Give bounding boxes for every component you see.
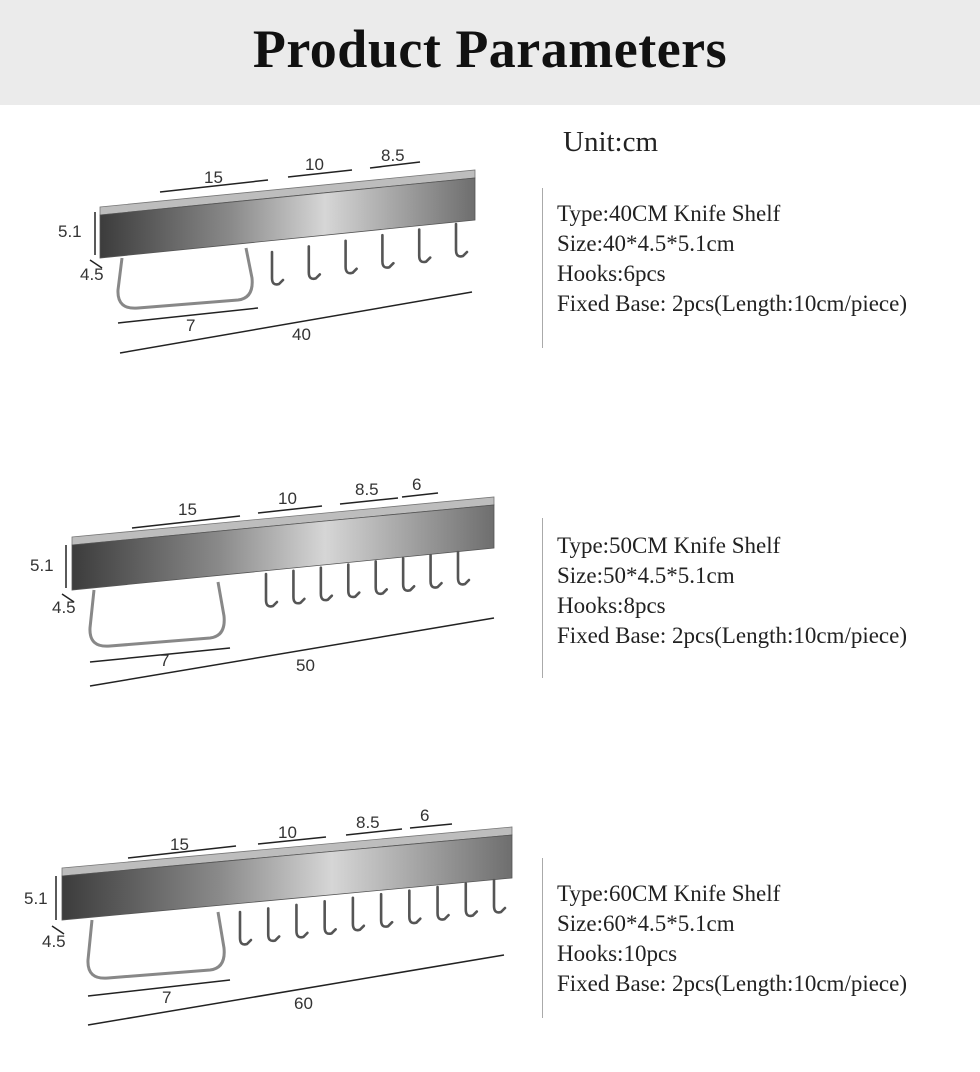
hook [353,898,364,930]
hook [494,880,505,912]
spec-type: Type:60CM Knife Shelf [557,881,781,906]
hook [381,894,392,926]
spec-size: Size:50*4.5*5.1cm [557,563,735,588]
hook [382,235,393,267]
dim-depth: 4.5 [80,265,104,284]
hook [268,908,279,940]
shelf-diagram-60 [0,800,540,1040]
hook [458,552,469,584]
dim-height: 5.1 [58,222,82,241]
spec-hooks: Hooks:10pcs [557,941,678,966]
spec-type: Type:40CM Knife Shelf [557,201,781,226]
dim-length: 60 [294,994,313,1013]
hook [419,230,430,262]
dim-length: 40 [292,325,311,344]
spec-block-50 [542,518,907,678]
dim-bar: 7 [186,316,196,335]
towel-bar [118,248,252,308]
header-band [0,0,980,105]
hook [272,252,283,284]
spec-base: Fixed Base: 2pcs(Length:10cm/piece) [557,291,908,316]
spec-size: Size:40*4.5*5.1cm [557,231,735,256]
dim-length: 50 [296,656,315,675]
hook [348,565,359,597]
spec-base: Fixed Base: 2pcs(Length:10cm/piece) [557,623,908,648]
hook [309,246,320,278]
hook [376,561,387,593]
spec-size: Size:60*4.5*5.1cm [557,911,735,936]
hook [240,912,251,944]
hook [409,891,420,923]
dim-slot1: 15 [178,500,197,519]
hook [438,887,449,919]
hook [346,241,357,273]
hook [325,901,336,933]
dim-bar: 7 [160,651,170,670]
hook [293,571,304,603]
dim-slot1: 15 [204,168,223,187]
spec-block-60 [542,858,907,1018]
dim-slot1: 15 [170,835,189,854]
dim-slot2: 10 [278,489,297,508]
dim-bar: 7 [162,988,172,1007]
dim-height: 5.1 [30,556,54,575]
dim-height: 5.1 [24,889,48,908]
dim-slot4: 6 [412,475,422,494]
towel-bar [90,582,224,646]
hook [266,574,277,606]
spec-block-40 [542,188,907,348]
dim-depth: 4.5 [52,598,76,617]
dim-slot3: 8.5 [355,480,379,499]
page-title: Product Parameters [252,19,728,79]
hook [296,905,307,937]
dim-slot3: 8.5 [356,813,380,832]
spec-type: Type:50CM Knife Shelf [557,533,781,558]
spec-hooks: Hooks:6pcs [557,261,666,286]
hook [431,555,442,587]
spec-base: Fixed Base: 2pcs(Length:10cm/piece) [557,971,908,996]
hook [466,884,477,916]
unit-label: Unit:cm [563,126,659,158]
hook [456,224,467,256]
hook [321,568,332,600]
towel-bar [88,912,224,978]
shelf-diagram-40 [0,140,540,370]
dim-slot2: 10 [278,823,297,842]
dim-slot4: 6 [420,806,430,825]
dim-slot2: 10 [305,155,324,174]
hook [403,558,414,590]
shelf-diagram-50 [0,470,540,700]
dim-slot3: 8.5 [381,146,405,165]
dim-depth: 4.5 [42,932,66,951]
spec-hooks: Hooks:8pcs [557,593,666,618]
